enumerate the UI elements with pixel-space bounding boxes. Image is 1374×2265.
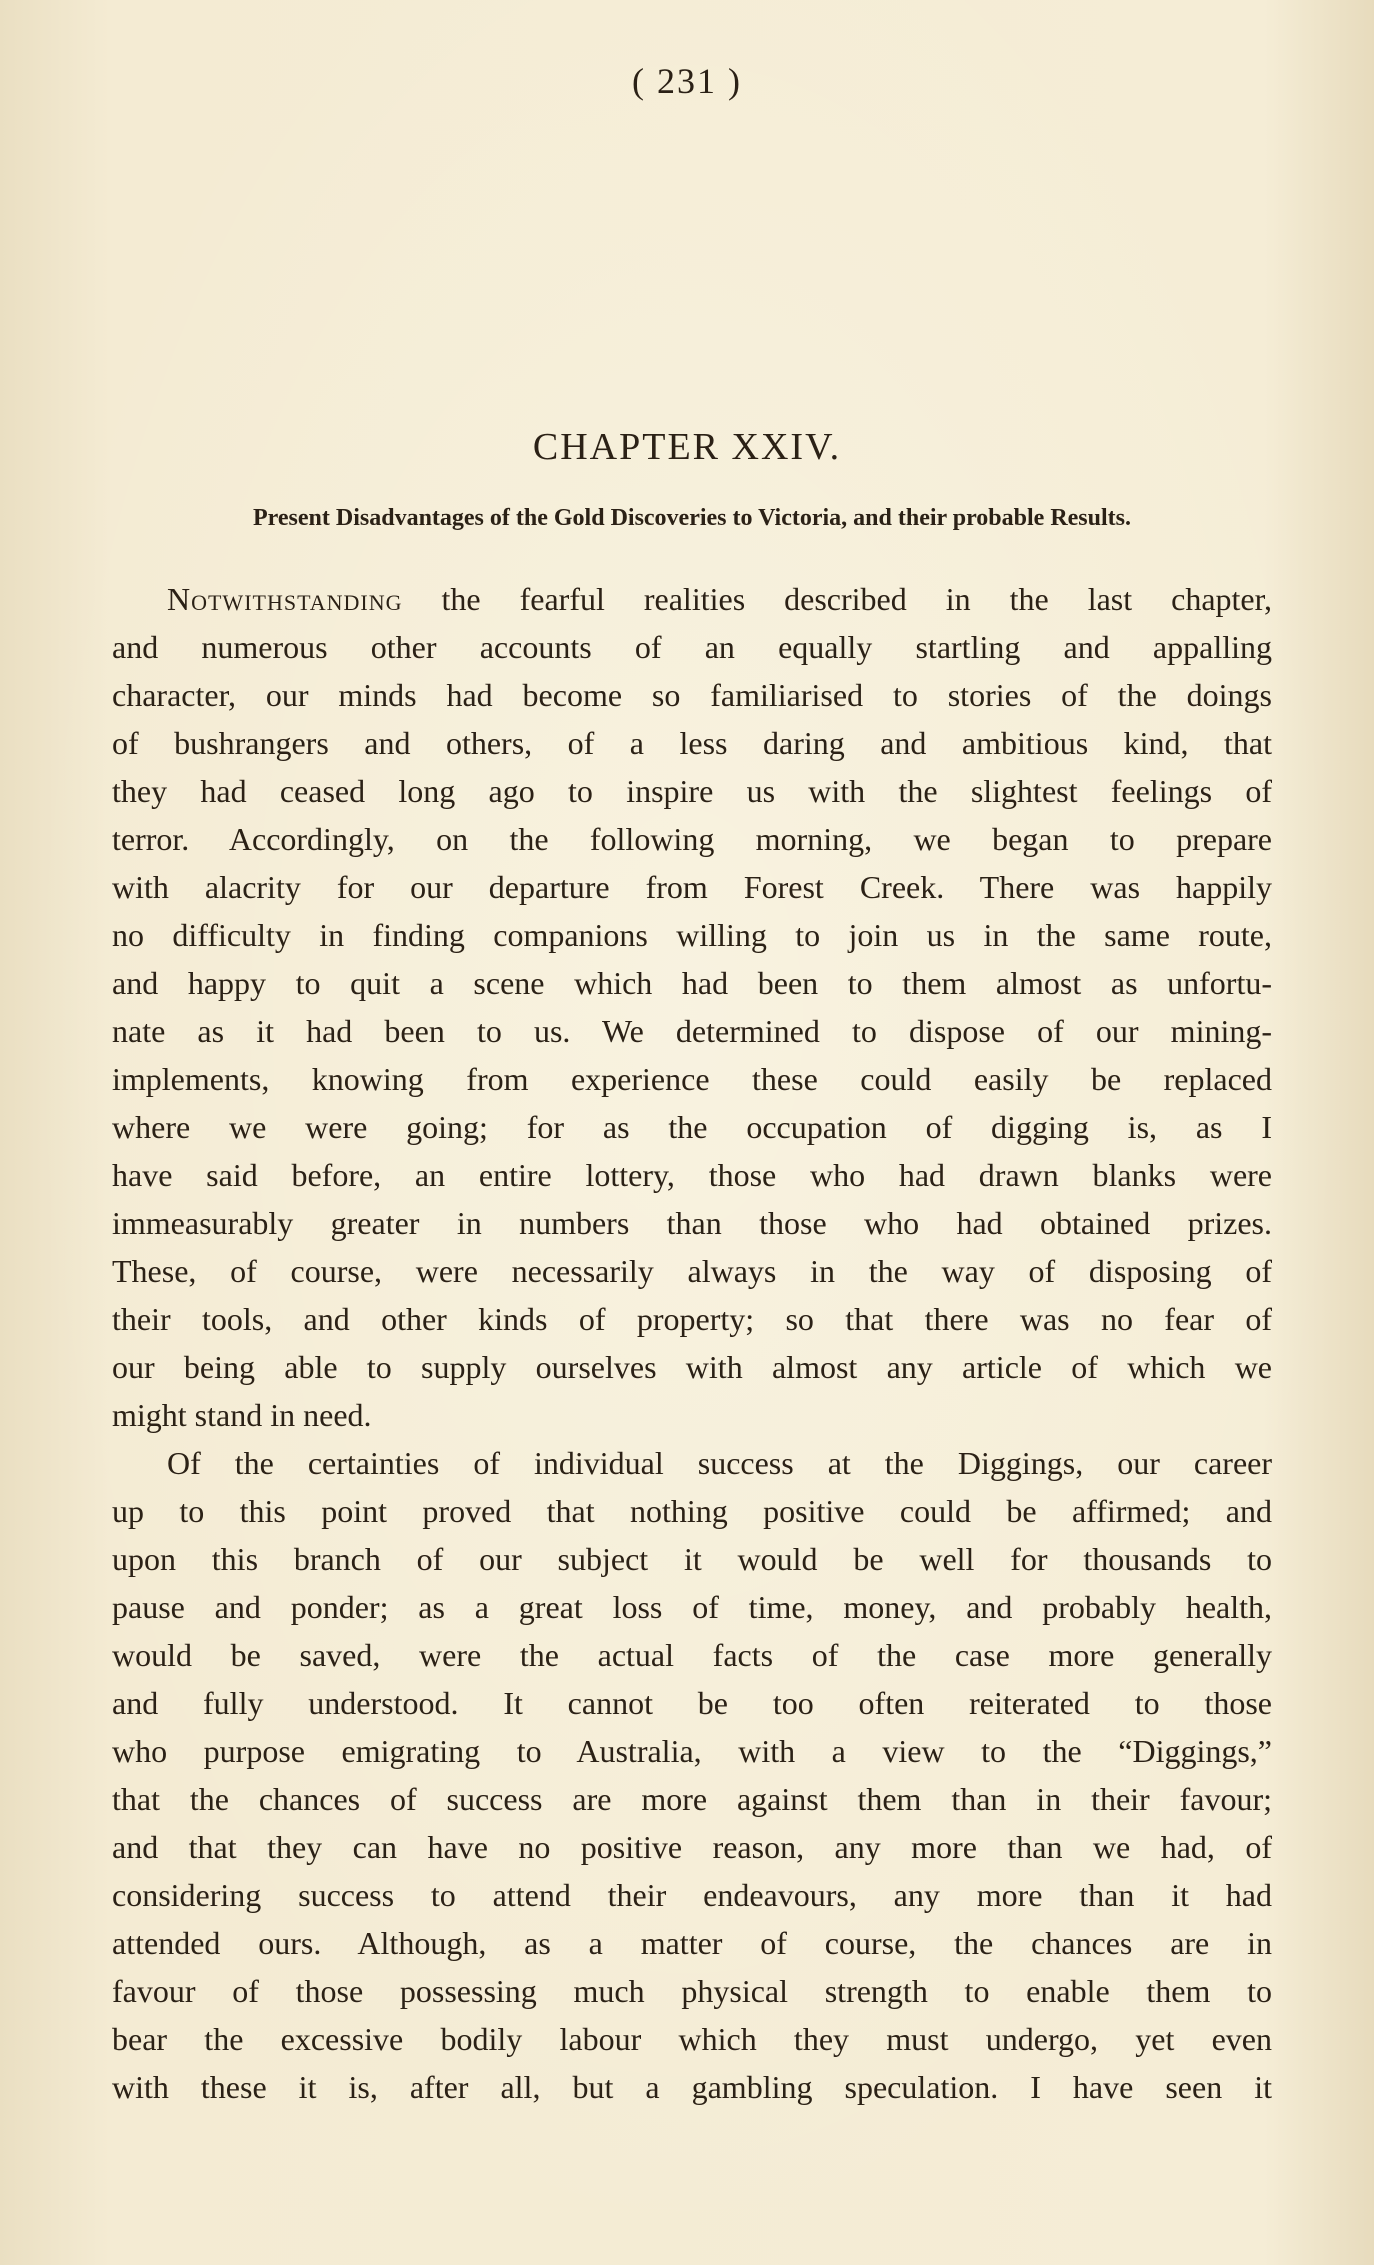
- text-line: upon this branch of our subject it would be well for thousands to: [112, 1541, 1272, 1577]
- text-line: and that they can have no positive reason, any more than we had, of: [112, 1829, 1272, 1865]
- text-line: that the chances of success are more against them than in their favour;: [112, 1781, 1272, 1817]
- text-line: with alacrity for our departure from Forest Creek. There was happily: [112, 869, 1272, 905]
- text-line: implements, knowing from experience these could easily be replaced: [112, 1061, 1272, 1097]
- text-line-content: the fearful realities described in the last chapter,: [441, 581, 1272, 617]
- text-line: Of the certainties of individual success at the Diggings, our career: [167, 1445, 1272, 1481]
- chapter-subtitle: Present Disadvantages of the Gold Discoveries to Victoria, and their probable Results.: [253, 505, 1131, 531]
- text-line: they had ceased long ago to inspire us with the slightest feelings of: [112, 773, 1272, 809]
- text-line: no difficulty in finding companions willing to join us in the same route,: [112, 917, 1272, 953]
- text-line: considering success to attend their endeavours, any more than it had: [112, 1877, 1272, 1913]
- text-line: where we were going; for as the occupation of digging is, as I: [112, 1109, 1272, 1145]
- text-line: have said before, an entire lottery, those who had drawn blanks were: [112, 1157, 1272, 1193]
- text-line: and fully understood. It cannot be too often reiterated to those: [112, 1685, 1272, 1721]
- text-line: would be saved, were the actual facts of the case more generally: [112, 1637, 1272, 1673]
- paragraph-2: [112, 1439, 1272, 2111]
- lead-word: Notwithstanding: [167, 581, 403, 617]
- text-line: [112, 575, 1272, 623]
- text-line: might stand in need.: [112, 1397, 372, 1433]
- paragraph-1: [112, 575, 1272, 1439]
- text-line: terror. Accordingly, on the following morning, we began to prepare: [112, 821, 1272, 857]
- text-line: bear the excessive bodily labour which they must undergo, yet even: [112, 2021, 1272, 2057]
- page-number: ( 231 ): [632, 61, 742, 101]
- text-line: who purpose emigrating to Australia, with a view to the “Diggings,”: [112, 1733, 1272, 1769]
- text-line: favour of those possessing much physical strength to enable them to: [112, 1973, 1272, 2009]
- text-line: up to this point proved that nothing positive could be affirmed; and: [112, 1493, 1272, 1529]
- text-line: character, our minds had become so familiarised to stories of the doings: [112, 677, 1272, 713]
- text-line: and happy to quit a scene which had been to them almost as unfortu-: [112, 965, 1272, 1001]
- text-line: These, of course, were necessarily always in the way of disposing of: [112, 1253, 1272, 1289]
- text-line: their tools, and other kinds of property; so that there was no fear of: [112, 1301, 1272, 1337]
- text-line: nate as it had been to us. We determined to dispose of our mining-: [112, 1013, 1272, 1049]
- text-line: our being able to supply ourselves with almost any article of which we: [112, 1349, 1272, 1385]
- text-line: attended ours. Although, as a matter of course, the chances are in: [112, 1925, 1272, 1961]
- text-line: of bushrangers and others, of a less daring and ambitious kind, that: [112, 725, 1272, 761]
- text-line: immeasurably greater in numbers than those who had obtained prizes.: [112, 1205, 1272, 1241]
- chapter-title: CHAPTER XXIV.: [532, 426, 842, 468]
- text-line: and numerous other accounts of an equally startling and appalling: [112, 629, 1272, 665]
- text-line: with these it is, after all, but a gambling speculation. I have seen it: [112, 2069, 1272, 2105]
- text-line: pause and ponder; as a great loss of time, money, and probably health,: [112, 1589, 1272, 1625]
